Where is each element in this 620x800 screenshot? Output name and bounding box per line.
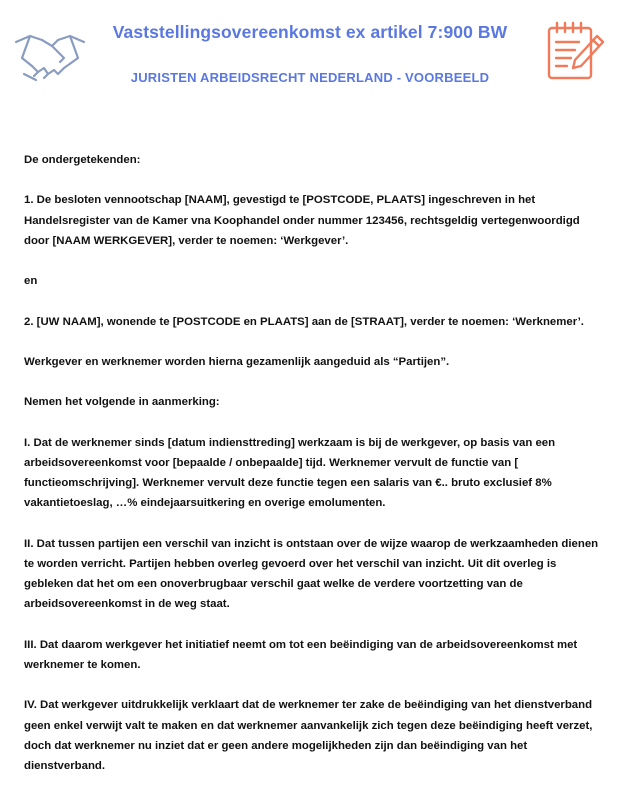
document-body (24, 150, 600, 796)
document-header (0, 0, 620, 100)
document-title: Vaststellingsovereenkomst ex artikel 7:900 BW (112, 22, 508, 42)
paragraph-consideration-iii: III. Dat daarom werkgever het initiatief neemt om tot een beëindiging van de arbeidsovereenkomst met werknemer te komen. (24, 638, 578, 671)
paragraph-consideration-i: I. Dat de werknemer sinds [datum indiensttreding] werkzaam is bij de werkgever, op basis van een arbeidsovereenkomst voor [bepaalde / onbepaalde] tijd. Werknemer vervult de functie van [ functieomschrijving]. Werknemer vervult deze functie tegen een salaris van €.. bruto exclusief 8% vakantietoeslag, …% eindejaarsuitkering en overige emolumenten. (24, 436, 556, 510)
paragraph-party-2: 2. [UW NAAM], wonende te [POSTCODE en PLAATS] aan de [STRAAT], verder te noemen: ‘Werknemer’. (24, 315, 584, 328)
paragraph-considerations-heading: Nemen het volgende in aanmerking: (24, 396, 220, 409)
notepad-pencil-icon (545, 20, 605, 82)
paragraph-consideration-ii: II. Dat tussen partijen een verschil van inzicht is ontstaan over de wijze waarop de werkzaamheden dienen te worden verricht. Partijen hebben overleg gevoerd over het verschil van inzicht. Uit dit overleg is gebleken dat het om een onoverbrugbaar verschil gaat welke de verdere voortzetting van de arbeidsovereenkomst in de weg staat. (24, 537, 599, 611)
paragraph-parties-definition: Werkgever en werknemer worden hierna gezamenlijk aangeduid als “Partijen”. (24, 355, 450, 368)
paragraph-en: en (24, 275, 38, 288)
document-subtitle: JURISTEN ARBEIDSRECHT NEDERLAND - VOORBEELD (130, 70, 490, 85)
paragraph-consideration-iv: IV. Dat werkgever uitdrukkelijk verklaart dat de werknemer ter zake de beëindiging van het dienstverband geen enkel verwijt valt te maken en dat werknemer aanvankelijk zich tegen deze beëindiging heeft verzet, doch dat werknemer nu inziet dat er geen andere mogelijkheden zijn dan beëindiging van het dienstverband. (24, 699, 593, 772)
paragraph-intro: De ondergetekenden: (24, 154, 141, 166)
paragraph-party-1: 1. De besloten vennootschap [NAAM], gevestigd te [POSTCODE, PLAATS] ingeschreven in het Handelsregister van de Kamer vna Koophandel onder nummer 123456, rechtsgeldig vertegenwoordigd door [NAAM WERKGEVER], verder te noemen: ‘Werkgever’. (24, 194, 580, 247)
